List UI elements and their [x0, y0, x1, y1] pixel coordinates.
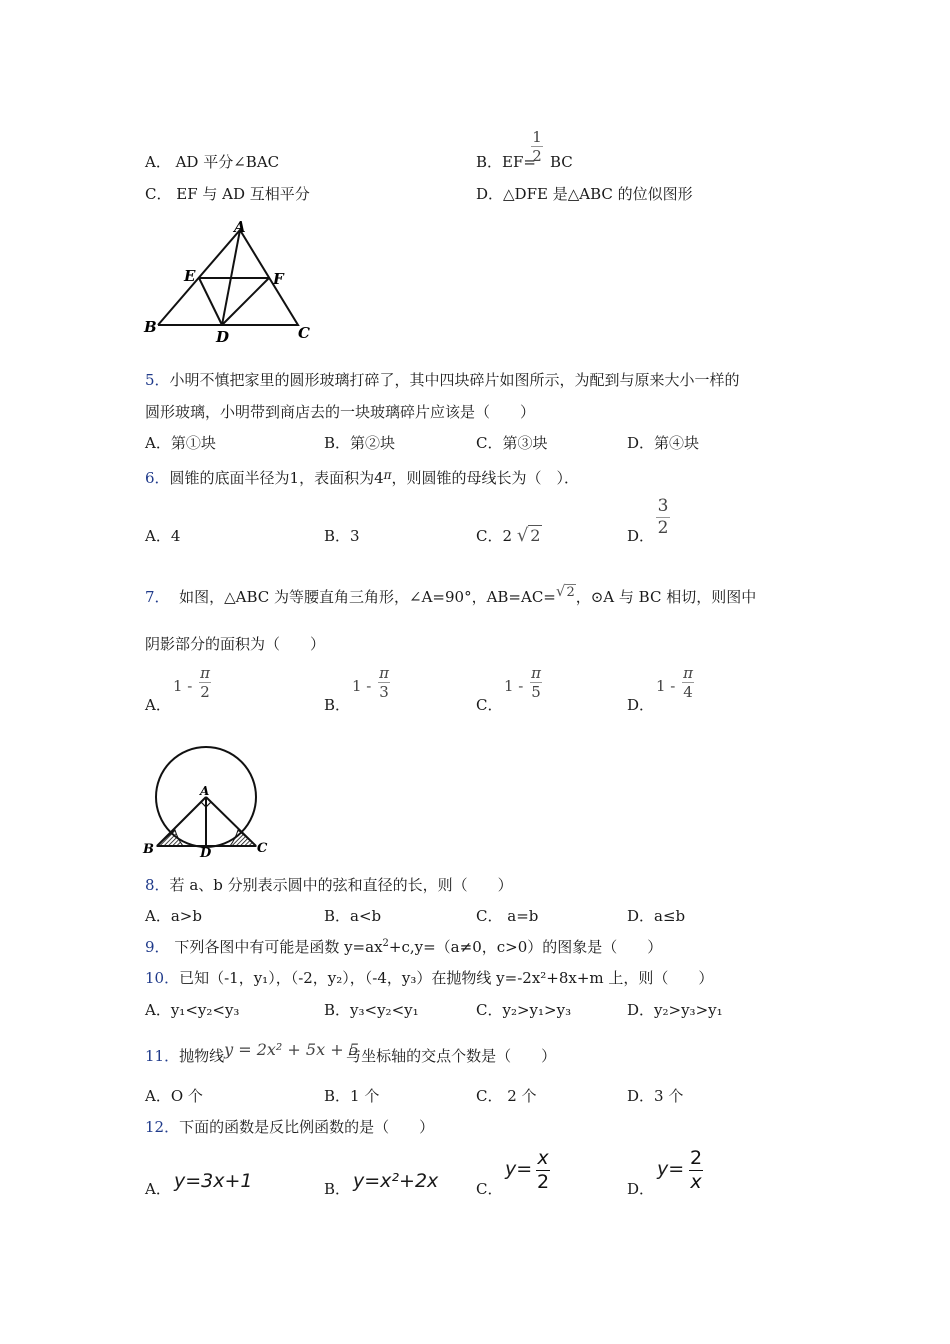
- q6-option-d-label: D．: [627, 527, 655, 545]
- q8-text: 若 a、b 分别表示圆中的弦和直径的长，则（ ）: [169, 876, 513, 894]
- q6-option-c-radicand: 2: [530, 526, 541, 545]
- q6-text-pre: 圆锥的底面半径为1，表面积为4: [169, 469, 384, 487]
- q12-option-c-y: y=: [505, 1158, 533, 1180]
- q6-option-c-coef: 2: [502, 527, 513, 545]
- q4-option-b-denominator: 2: [532, 147, 542, 165]
- fig1-label-e: E: [184, 267, 196, 285]
- fig2-label-a: A: [200, 784, 210, 798]
- q12-number: 12．: [145, 1118, 180, 1136]
- q7-option-a-fraction: [199, 665, 211, 700]
- fig1-label-f: F: [273, 270, 284, 288]
- q11-option-c: C． 2 个: [476, 1087, 537, 1105]
- q12-option-d-label: D．: [627, 1180, 655, 1198]
- q12-option-c-numerator: x: [537, 1147, 549, 1169]
- q5-line1: [145, 371, 740, 389]
- q9-number: 9．: [145, 938, 170, 956]
- q7-number: 7．: [145, 588, 170, 606]
- q4-option-c: C． EF 与 AD 互相平分: [145, 185, 310, 203]
- sqrt-icon: √: [516, 525, 529, 546]
- q6-pi: π: [383, 468, 392, 482]
- q7-line1: [145, 582, 756, 606]
- q5-option-b: B．第②块: [324, 434, 396, 452]
- q6-option-d-numerator: 3: [657, 496, 669, 516]
- q6-line: [145, 466, 579, 487]
- q8-option-d: D．a≤b: [627, 907, 686, 925]
- q5-number: 5．: [145, 371, 170, 389]
- q10-option-c: C．y₂>y₁>y₃: [476, 1001, 572, 1019]
- q7-option-c-label: C．: [476, 696, 503, 714]
- q5-line2: 圆形玻璃，小明带到商店去的一块玻璃碎片应该是（ ）: [145, 403, 536, 421]
- q7-option-d-numerator: π: [683, 664, 693, 682]
- fig2-label-c: C: [257, 841, 268, 856]
- q12-line: [145, 1118, 434, 1136]
- q7-option-b-prefix: 1 -: [352, 677, 372, 695]
- q10-number: 10．: [145, 969, 180, 987]
- q7-option-a-denominator: 2: [200, 683, 210, 701]
- q5-option-d: D．第④块: [627, 434, 700, 452]
- q6-text-post: ，则圆锥的母线长为（ ）．: [391, 469, 580, 487]
- q5-option-a: A．第①块: [145, 434, 216, 452]
- q12-option-d-y: y=: [657, 1158, 685, 1180]
- q4-option-b-suffix: BC: [549, 153, 573, 171]
- q11-option-b: B．1 个: [324, 1087, 380, 1105]
- q6-number: 6．: [145, 469, 170, 487]
- q12-option-a-label: A．: [145, 1180, 171, 1198]
- fig2-label-b: B: [143, 842, 154, 857]
- q6-option-c: [476, 527, 542, 545]
- q10-text: 已知（-1，y₁），（-2，y₂），（-4，y₃）在抛物线 y=-2x²+8x+m 上，则（ ）: [179, 969, 714, 987]
- q4-option-b-prefix: B．EF=: [476, 153, 536, 171]
- q9-text-pre: 下列各图中有可能是函数 y=ax: [169, 938, 383, 956]
- q5-option-c: C．第③块: [476, 434, 548, 452]
- q10-option-b: B．y₃<y₂<y₁: [324, 1001, 419, 1019]
- q11-formula: y = 2x² + 5x + 5: [224, 1040, 359, 1059]
- q7-radicand: 2: [566, 585, 575, 600]
- q12-option-c-fraction: [536, 1148, 550, 1193]
- q11-line: [145, 1041, 556, 1065]
- q7-text-pre: 如图，△ABC 为等腰直角三角形，∠A=90°，AB=AC=: [179, 588, 556, 606]
- fig1-label-a: A: [234, 218, 246, 236]
- q10-option-a: A．y₁<y₂<y₃: [145, 1001, 240, 1019]
- q8-line: [145, 876, 513, 894]
- q7-line2: 阴影部分的面积为（ ）: [145, 635, 326, 653]
- q7-option-c-prefix: 1 -: [504, 677, 524, 695]
- q8-option-a: A．a>b: [145, 907, 202, 925]
- q11-option-a: A．O 个: [145, 1087, 203, 1105]
- q7-option-b-fraction: [378, 665, 390, 700]
- q9-superscript: 2: [382, 938, 389, 949]
- q4-option-d: D．△DFE 是△ABC 的位似图形: [476, 185, 693, 203]
- q7-option-c-denominator: 5: [531, 683, 541, 701]
- q4-option-b-numerator: 1: [532, 128, 542, 146]
- q8-number: 8．: [145, 876, 170, 894]
- q8-option-c: C． a=b: [476, 907, 539, 925]
- fig1-label-b: B: [144, 318, 157, 336]
- q7-option-a-label: A．: [145, 696, 171, 714]
- q12-option-d-denominator: x: [690, 1171, 702, 1193]
- q7-option-c-numerator: π: [531, 664, 541, 682]
- q6-option-d-fraction: [656, 497, 670, 538]
- q8-option-b: B．a<b: [324, 907, 382, 925]
- q7-option-c-fraction: [530, 665, 542, 700]
- q12-option-c-label: C．: [476, 1180, 503, 1198]
- q4-option-a: A． AD 平分∠BAC: [145, 153, 280, 171]
- circle-tangent-figure: [140, 742, 275, 860]
- q7-text-post: ，⊙A 与 BC 相切，则图中: [575, 588, 757, 606]
- q4-option-b: [476, 153, 573, 171]
- q10-option-d: D．y₂>y₃>y₁: [627, 1001, 723, 1019]
- q12-option-d-fraction: [689, 1148, 703, 1193]
- q11-text-pre: 抛物线: [179, 1047, 225, 1065]
- q7-option-b-label: B．: [324, 696, 351, 714]
- q5-text: 小明不慎把家里的圆形玻璃打碎了，其中四块碎片如图所示，为配到与原来大小一样的: [169, 371, 740, 389]
- q6-option-c-label: C．: [476, 527, 503, 545]
- q7-option-a-numerator: π: [200, 664, 210, 682]
- q12-option-b-formula: y=x²+2x: [353, 1170, 439, 1192]
- q11-option-d: D．3 个: [627, 1087, 684, 1105]
- q12-option-a-formula: y=3x+1: [174, 1170, 253, 1192]
- q11-text-post: 与坐标轴的交点个数是（ ）: [346, 1047, 557, 1065]
- q4-option-b-fraction: [531, 129, 543, 164]
- fig1-label-d: D: [216, 328, 230, 346]
- q9-text-post: +c,y=（a≠0，c>0）的图象是（ ）: [388, 938, 663, 956]
- q10-line: [145, 969, 713, 987]
- fig2-label-d: D: [200, 846, 212, 860]
- q7-option-d-denominator: 4: [683, 683, 693, 701]
- q7-option-a-prefix: 1 -: [173, 677, 193, 695]
- q7-option-d-prefix: 1 -: [656, 677, 676, 695]
- q7-option-b-numerator: π: [379, 664, 389, 682]
- fig1-label-c: C: [298, 324, 310, 342]
- q7-option-d-fraction: [682, 665, 694, 700]
- q12-option-b-label: B．: [324, 1180, 351, 1198]
- q12-option-c-denominator: 2: [536, 1171, 550, 1193]
- q7-option-d-label: D．: [627, 696, 655, 714]
- q11-number: 11．: [145, 1047, 180, 1065]
- sqrt-icon: √: [555, 582, 566, 600]
- q6-option-b: B．3: [324, 527, 360, 545]
- q6-option-a: A．4: [145, 527, 181, 545]
- triangle-figure: [140, 218, 320, 348]
- q6-option-d-denominator: 2: [657, 518, 669, 538]
- q12-text: 下面的函数是反比例函数的是（ ）: [179, 1118, 435, 1136]
- q12-option-d-numerator: 2: [689, 1147, 703, 1169]
- q9-line: [145, 938, 662, 956]
- q7-option-b-denominator: 3: [379, 683, 389, 701]
